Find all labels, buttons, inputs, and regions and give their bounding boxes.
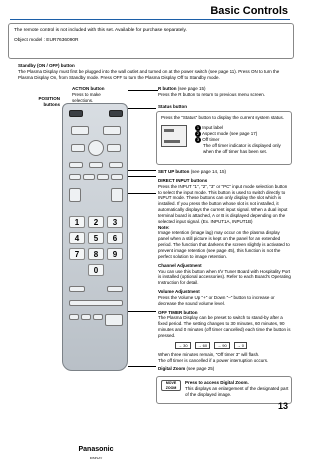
volume-body: Press the Volume Up "+" or Down "–" button to increase or decrease the sound volume level.	[158, 294, 275, 306]
timer-90: → 90	[214, 342, 230, 349]
action-body: Press to make selections.	[72, 91, 101, 103]
channel-button[interactable]	[69, 188, 81, 202]
r-button-title: R button	[158, 86, 177, 91]
num-8-button[interactable]: 8	[88, 248, 104, 260]
select-button[interactable]	[93, 314, 103, 320]
callout-r-button	[128, 90, 158, 91]
direct-note-body: Image retention (image lag) may occur on the plasma display panel when a still picture is kept on the panel for an extended period. The function that darkens the screen slightly is activated to prevent image retention (see page 45), this function is not the perfect solution to image retention.	[158, 230, 290, 259]
zoom-body: This displays an enlargement of the designated part of the displayed image.	[185, 385, 289, 397]
notes-box	[8, 23, 294, 59]
callout-direct	[128, 176, 156, 177]
badge-1: 1	[196, 125, 200, 130]
move-zoom-button[interactable]	[105, 314, 123, 326]
callout-channel	[128, 193, 156, 194]
channel-title: Channel Adjustment	[158, 262, 202, 268]
status-item-2: Aspect mode (see page 17)	[202, 131, 258, 136]
offtimer-title: OFF TIMER button	[158, 309, 198, 315]
zoom-key-bottom: ZOOM	[165, 386, 177, 390]
r-button-section	[158, 86, 292, 98]
zoom-box	[156, 376, 292, 404]
status-screen-icon	[161, 125, 187, 147]
status-button[interactable]	[71, 126, 89, 135]
status-items	[195, 125, 289, 155]
swap-button[interactable]	[81, 314, 91, 320]
input-3-button[interactable]	[97, 174, 109, 180]
standby-body: The Plasma Display must first be plugged into the wall outlet and turned on at the power switch (see page 11). Press ON to turn the Plasma Display On, from Standby mode. Press OFF to turn the Plasma Display Off to Standby mode.	[18, 68, 280, 80]
setup-button[interactable]	[109, 162, 123, 168]
sound-button[interactable]	[89, 162, 103, 168]
remote-model: DISPLAY	[89, 456, 103, 460]
num-4-button[interactable]: 4	[69, 232, 85, 244]
offtimer-notes	[158, 352, 292, 372]
input-2-button[interactable]	[83, 174, 95, 180]
r-button-body: Press the R button to return to previous menu screen.	[158, 91, 266, 97]
num-1-button[interactable]: 1	[69, 216, 85, 228]
setup-ref: (see page 14, 15)	[190, 169, 226, 174]
channel-body: You can use this button when I/V Tuner Board with Hospitality Port is installed (optional accessories). Refer to each Board's Operating Instruction for detail.	[158, 268, 291, 286]
badge-2: 2	[196, 131, 200, 136]
timer-sequence	[175, 342, 251, 349]
action-label	[72, 86, 122, 104]
volume-button[interactable]	[111, 188, 123, 202]
timer-30: → 30	[175, 342, 191, 349]
callout-status	[128, 108, 156, 109]
status-intro: Press the "Status" button to display the current system status.	[161, 115, 285, 120]
offtimer-body: The Plasma Display can be preset to switch to stand-by after a fixed period. The setting changes to 30 minutes, 60 minutes, 90 minutes and 0 minutes (off timer cancelled) each time the button is pressed.	[158, 315, 291, 338]
r-button-ref: (see page 15)	[177, 86, 206, 91]
zoom-key-top: MOVE	[165, 381, 177, 385]
standby-section	[18, 63, 288, 81]
power-on-button[interactable]	[69, 110, 83, 117]
timer-60: → 60	[195, 342, 211, 349]
zoom-ref: (see page 25)	[186, 365, 215, 371]
position-left-button[interactable]	[71, 144, 85, 152]
aspect-button[interactable]	[69, 286, 85, 292]
zoom-key-icon	[161, 380, 181, 391]
zoom-heading: Press to access Digital Zoom.	[185, 380, 249, 385]
position-right-button[interactable]	[107, 144, 121, 152]
note-line: The remote control is not included with this set. Available for purchase separately.	[14, 28, 187, 33]
status-title: Status button	[158, 104, 187, 109]
volume-title: Volume Adjustment	[158, 289, 200, 295]
input-1-button[interactable]	[69, 174, 81, 180]
offtimer-button[interactable]	[107, 286, 123, 292]
brand-logo: Panasonic	[78, 446, 114, 453]
status-item-1: Input label	[202, 125, 224, 130]
zoom-title: Digital Zoom	[158, 365, 186, 371]
header-rule	[10, 19, 290, 20]
standby-title: Standby (ON / OFF) button	[18, 63, 75, 68]
num-9-button[interactable]: 9	[107, 248, 123, 260]
offtimer-note-2: The off timer is cancelled if a power interruption occurs.	[158, 357, 269, 363]
offtimer-note-1: When three minutes remain, "Off timer 3" will flash.	[158, 352, 260, 357]
callout-setup	[128, 170, 156, 171]
page-title: Basic Controls	[210, 5, 288, 17]
normal-button[interactable]	[69, 300, 123, 306]
input-pc-button[interactable]	[111, 174, 123, 180]
page-number: 13	[277, 401, 288, 411]
status-item-3-body: The off timer indicator is displayed only when the off timer has been set.	[203, 143, 281, 154]
vol-button[interactable]	[69, 162, 83, 168]
callout-offtimer	[128, 311, 156, 312]
right-column	[158, 169, 292, 339]
status-item-3: Off timer	[202, 137, 220, 142]
zoom-text	[185, 380, 289, 398]
status-box	[156, 111, 292, 165]
num-6-button[interactable]: 6	[107, 232, 123, 244]
remote-control	[62, 103, 128, 460]
action-button[interactable]	[88, 140, 104, 156]
num-7-button[interactable]: 7	[69, 248, 85, 260]
power-off-button[interactable]	[109, 110, 123, 117]
num-0-button[interactable]: 0	[88, 264, 104, 276]
timer-0: → 0	[234, 342, 247, 349]
num-3-button[interactable]: 3	[107, 216, 123, 228]
action-title: ACTION button	[72, 86, 105, 91]
callout-zoom	[128, 366, 156, 367]
direct-body: Press the INPUT "1", "2", "3" or "PC" input mode selection button to select the input mode. This button is used to switch directly to INPUT mode. These buttons can only display the slot which is installed. If you press the button whose slot is not installed, it automatically displays the current input signal. When a dual input terminal board is attached, A or B is displayed depending on the selected input signal. (Ex. INPUT1A, INPUT1B)	[158, 183, 288, 224]
r-button[interactable]	[103, 126, 121, 135]
direct-title: DIRECT INPUT buttons	[158, 177, 208, 183]
note-model: Object model : EUR7636090R	[14, 38, 79, 44]
multi-pip-button[interactable]	[69, 314, 79, 320]
num-2-button[interactable]: 2	[88, 216, 104, 228]
position-label: POSITION buttons	[38, 96, 60, 107]
num-5-button[interactable]: 5	[88, 232, 104, 244]
setup-title: SET UP button	[158, 169, 190, 174]
badge-3: 3	[196, 137, 200, 142]
direct-note-title: Note:	[158, 224, 170, 230]
